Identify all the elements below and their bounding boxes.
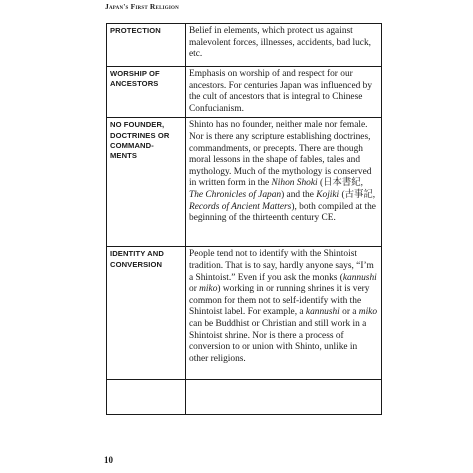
empty-cell xyxy=(107,380,186,415)
term-label: WORSHIP OF ANCESTORS xyxy=(110,69,160,89)
description-cell xyxy=(186,24,382,67)
title-kojiki: Kojiki xyxy=(316,189,340,200)
text-run: can be Buddhist or Christian and still work in a Shintoist shrine. Nor is there a process of conversion to or union with Shinto, unlike in other religions. xyxy=(189,318,367,364)
text-run: Shinto has no founder, neither male nor female. Nor is there any scripture establishing doctrines, commandments, or precepts. There are though moral lessons in the shape of fables, tales and mythology. Much of the mythology is conserved in written form in the xyxy=(189,120,372,189)
description-text: Emphasis on worship of and respect for our ancestors. For centuries Japan was influenced by the cult of ancestors that is integral to Chinese Confucianism. xyxy=(189,69,373,114)
description-text: Belief in elements, which protect us against malevolent forces, illnesses, accidents, bad luck, etc. xyxy=(189,26,371,60)
table-row xyxy=(107,24,382,67)
table-row xyxy=(107,67,382,118)
shinto-characteristics-table xyxy=(106,23,382,415)
term-kannushi: kannushi xyxy=(342,272,377,283)
table-row xyxy=(107,247,382,380)
text-run: ) working in or running shrines it is very common for them not to self-identify with the Shintoist label. For example, a xyxy=(189,284,370,318)
term-cell xyxy=(107,24,186,67)
term-miko: miko xyxy=(199,284,218,295)
term-label: NO FOUNDER, DOCTRINES OR COMMAND- MENTS xyxy=(110,120,170,160)
table-row xyxy=(107,118,382,247)
term-label: PROTECTION xyxy=(110,26,161,35)
text-run: People tend not to identify with the Shintoist tradition. That is to say, hardly anyone says, “I’m a Shintoist.” Even if you ask the monks ( xyxy=(189,249,374,283)
term-kannushi: kannushi xyxy=(305,307,340,318)
description-cell xyxy=(186,118,382,247)
title-nihon-shoki: Nihon Shoki xyxy=(271,178,318,189)
page-number: 10 xyxy=(104,455,113,465)
text-run: or a xyxy=(339,307,359,318)
term-miko: miko xyxy=(358,307,378,318)
description-cell xyxy=(186,67,382,118)
description-text xyxy=(189,120,376,223)
text-run: (古事記, xyxy=(339,189,376,200)
term-cell xyxy=(107,247,186,380)
text-run: (日本書紀, xyxy=(317,178,363,189)
text-run: ) and the xyxy=(281,189,317,200)
description-text xyxy=(189,249,377,363)
term-cell xyxy=(107,118,186,247)
text-run: ), both compiled at the beginning of the thirteenth century CE. xyxy=(189,201,376,224)
empty-cell xyxy=(186,380,382,415)
title-chronicles-of-japan: The Chronicles of Japan xyxy=(189,189,282,200)
term-cell xyxy=(107,67,186,118)
running-head: Japan's First Religion xyxy=(105,2,179,11)
term-label: IDENTITY AND CONVERSION xyxy=(110,249,164,269)
description-cell xyxy=(186,247,382,380)
title-records-ancient-matters: Records of Ancient Matters xyxy=(189,201,292,212)
table-row-empty xyxy=(107,380,382,415)
text-run: or xyxy=(189,284,200,295)
